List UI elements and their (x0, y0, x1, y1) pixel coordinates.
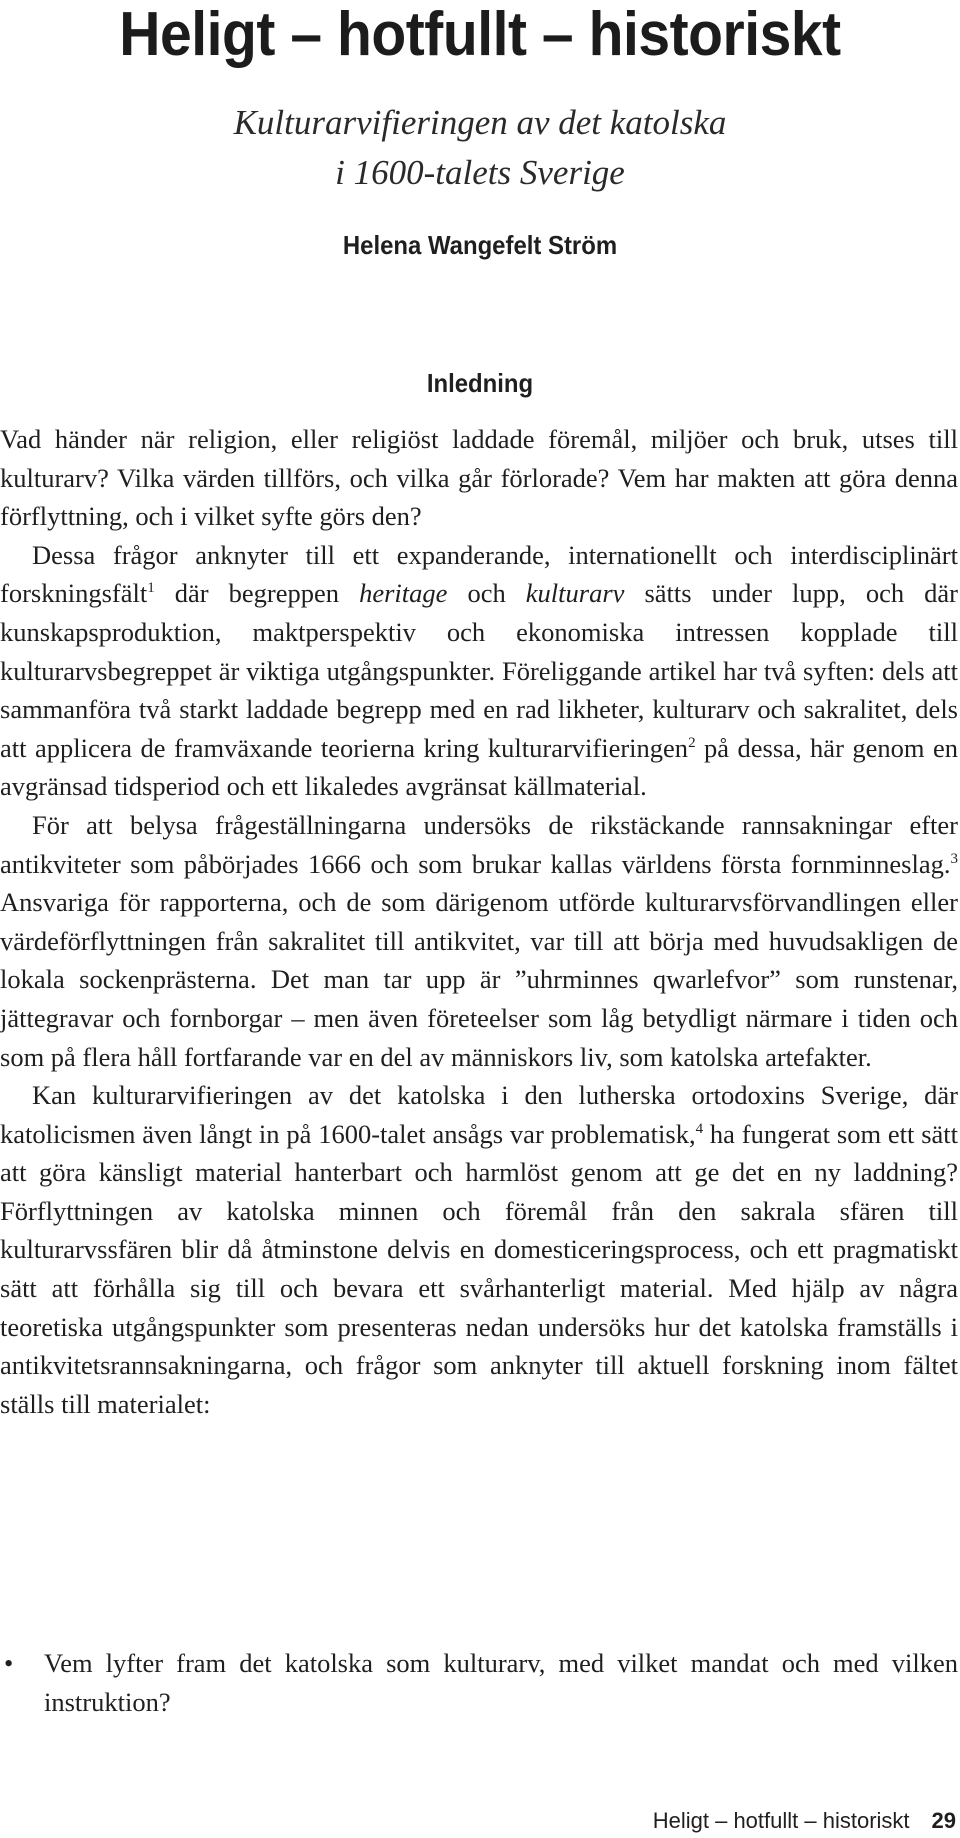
page-number: 29 (931, 1808, 956, 1833)
footnote-ref-3[interactable]: 3 (950, 850, 958, 867)
footnote-ref-1[interactable]: 1 (147, 580, 155, 597)
paragraph-2-text: sätts under lupp, och där kunskapsproduktion, maktperspektiv och ekonomiska intressen kopplade till kulturarvsbegreppet är viktiga utgångspunkter. Föreliggande artikel har två syften: dels att sammanföra två starkt laddade begrepp med en rad likheter, kulturarv och sakralitet, dels att applicera de framväxande teorierna kring kulturarvifieringen (0, 578, 959, 763)
paragraph-4-text: Kan kulturarvifieringen av det katolska i den lutherska ortodoxins Sverige, där katolicismen även långt in på 1600-talet ansågs var problematisk, (0, 1080, 958, 1149)
paragraph-3-text: Ansvariga för rapporterna, och de som därigenom utförde kulturarvsförvandlingen eller värdeförflyttningen från sakralitet till antikvitet, var till att börja med huvudsakligen de lokala sockenprästerna. Det man tar upp är ”uhrminnes qwarlefvor” som runstenar, jättegravar och fornborgar – men även företeelser som låg betydligt närmare i tiden och som på flera håll fortfarande var en del av människors liv, som katolska artefakter. (0, 887, 958, 1072)
article-body (0, 420, 958, 1423)
subtitle-line-2: i 1600-talets Sverige (335, 153, 625, 192)
author-name: Helena Wangefelt Ström (342, 230, 618, 260)
page-footer (653, 1808, 956, 1834)
bullet-icon: • (4, 1648, 14, 1678)
subtitle-line-1: Kulturarvifieringen av det katolska (233, 103, 727, 142)
running-title: Heligt – hotfullt – historiskt (652, 1808, 910, 1833)
article-title: Heligt – hotfullt – historiskt (119, 0, 841, 69)
list-item-text: Vem lyfter fram det katolska som kulturarv, med vilket mandat och med vilken instruktion? (44, 1648, 958, 1717)
footnote-ref-4[interactable]: 4 (695, 1120, 704, 1137)
paragraph-3 (0, 806, 958, 1076)
paragraph-2-text: på dessa, här genom en avgränsad tidsperiod och ett likaledes avgränsat källmaterial. (0, 732, 958, 802)
paragraph-4 (0, 1076, 958, 1423)
paragraph-1: Vad händer när religion, eller religiöst laddade föremål, miljöer och bruk, utses till kulturarv? Vilka värden tillförs, och vilka går förlorade? Vem har makten att göra denna förflyttning, och i vilket syfte görs den? (0, 424, 958, 532)
list-item (0, 1644, 958, 1721)
paragraph-3-text: För att belysa frågeställningarna undersöks de rikstäckande rannsakningar efter antikviteter som påbörjades 1666 och som brukar kallas världens första fornminneslag. (0, 809, 958, 879)
footnote-ref-2[interactable]: 2 (688, 734, 696, 751)
paragraph-2-text: där begreppen (154, 578, 360, 609)
paragraph-2-text: och (447, 578, 526, 609)
question-list (0, 1644, 958, 1721)
paragraph-2 (0, 536, 958, 806)
paragraph-2-text: Dessa frågor anknyter till ett expanderande, internationellt och interdisciplinärt forskningsfält (0, 539, 958, 609)
term-kulturarv: kulturarv (525, 578, 625, 609)
section-heading-inledning: Inledning (426, 368, 534, 398)
article-subtitle (0, 98, 960, 198)
term-heritage: heritage (359, 578, 448, 609)
paragraph-4-text: ha fungerat som ett sätt att göra känsligt material hanterbart och harmlöst genom att ge det en ny laddning? Förflyttningen av katolska minnen och föremål från den sakrala sfären till kulturarvssfären blir då åtminstone delvis en domesticeringsprocess, och ett pragmatiskt sätt att förhålla sig till och bevara ett svårhanterligt material. Med hjälp av några teoretiska utgångspunkter som presenteras nedan undersöks hur det katolska framställs i antikvitetsrannsakningarna, och frågor som anknyter till aktuell forskning inom fältet ställs till materialet: (0, 1118, 958, 1419)
